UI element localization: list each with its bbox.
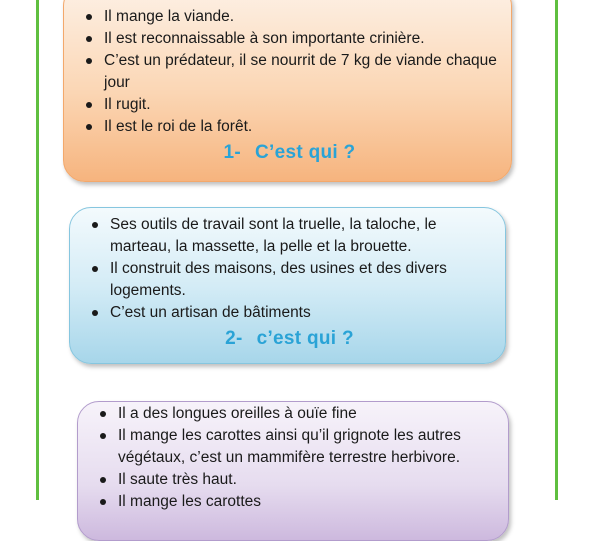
clue-list-3 xyxy=(96,403,494,513)
clue-item: Il est reconnaissable à son importante crinière. xyxy=(82,28,497,50)
clue-item: Ses outils de travail sont la truelle, la taloche, le marteau, la massette, la pelle et la brouette. xyxy=(88,214,491,258)
bullet-icon xyxy=(100,411,106,417)
question-1 xyxy=(82,142,497,164)
clue-item: Il rugit. xyxy=(82,94,497,116)
question-number: 2- xyxy=(225,328,243,349)
clue-item: Il mange les carottes ainsi qu’il grignote les autres végétaux, c’est un mammifère terrestre herbivore. xyxy=(96,425,494,469)
clue-item: Il a des longues oreilles à ouïe fine xyxy=(96,403,494,425)
bullet-icon xyxy=(92,222,98,228)
question-2 xyxy=(88,328,491,350)
clue-item: Il mange la viande. xyxy=(82,6,497,28)
bullet-icon xyxy=(92,266,98,272)
bullet-icon xyxy=(100,433,106,439)
bullet-icon xyxy=(86,102,92,108)
riddle-card-2 xyxy=(69,207,506,364)
clue-item: C’est un prédateur, il se nourrit de 7 kg de viande chaque jour xyxy=(82,50,497,94)
clue-list-2 xyxy=(88,214,491,324)
bullet-icon xyxy=(86,36,92,42)
clue-item: C’est un artisan de bâtiments xyxy=(88,302,491,324)
right-border-line xyxy=(555,0,558,500)
riddle-card-1 xyxy=(63,0,512,182)
clue-item: Il construit des maisons, des usines et des divers logements. xyxy=(88,258,491,302)
bullet-icon xyxy=(100,477,106,483)
bullet-icon xyxy=(92,310,98,316)
question-number: 1- xyxy=(223,142,242,163)
clue-item: Il saute très haut. xyxy=(96,469,494,491)
bullet-icon xyxy=(86,14,92,20)
question-text: c’est qui ? xyxy=(256,328,354,349)
clue-list-1 xyxy=(82,6,497,138)
clue-item: Il mange les carottes xyxy=(96,491,494,513)
bullet-icon xyxy=(86,58,92,64)
riddle-card-3 xyxy=(77,401,509,541)
bullet-icon xyxy=(86,124,92,130)
question-text: C’est qui ? xyxy=(255,142,356,163)
left-border-line xyxy=(36,0,39,500)
clue-item: Il est le roi de la forêt. xyxy=(82,116,497,138)
